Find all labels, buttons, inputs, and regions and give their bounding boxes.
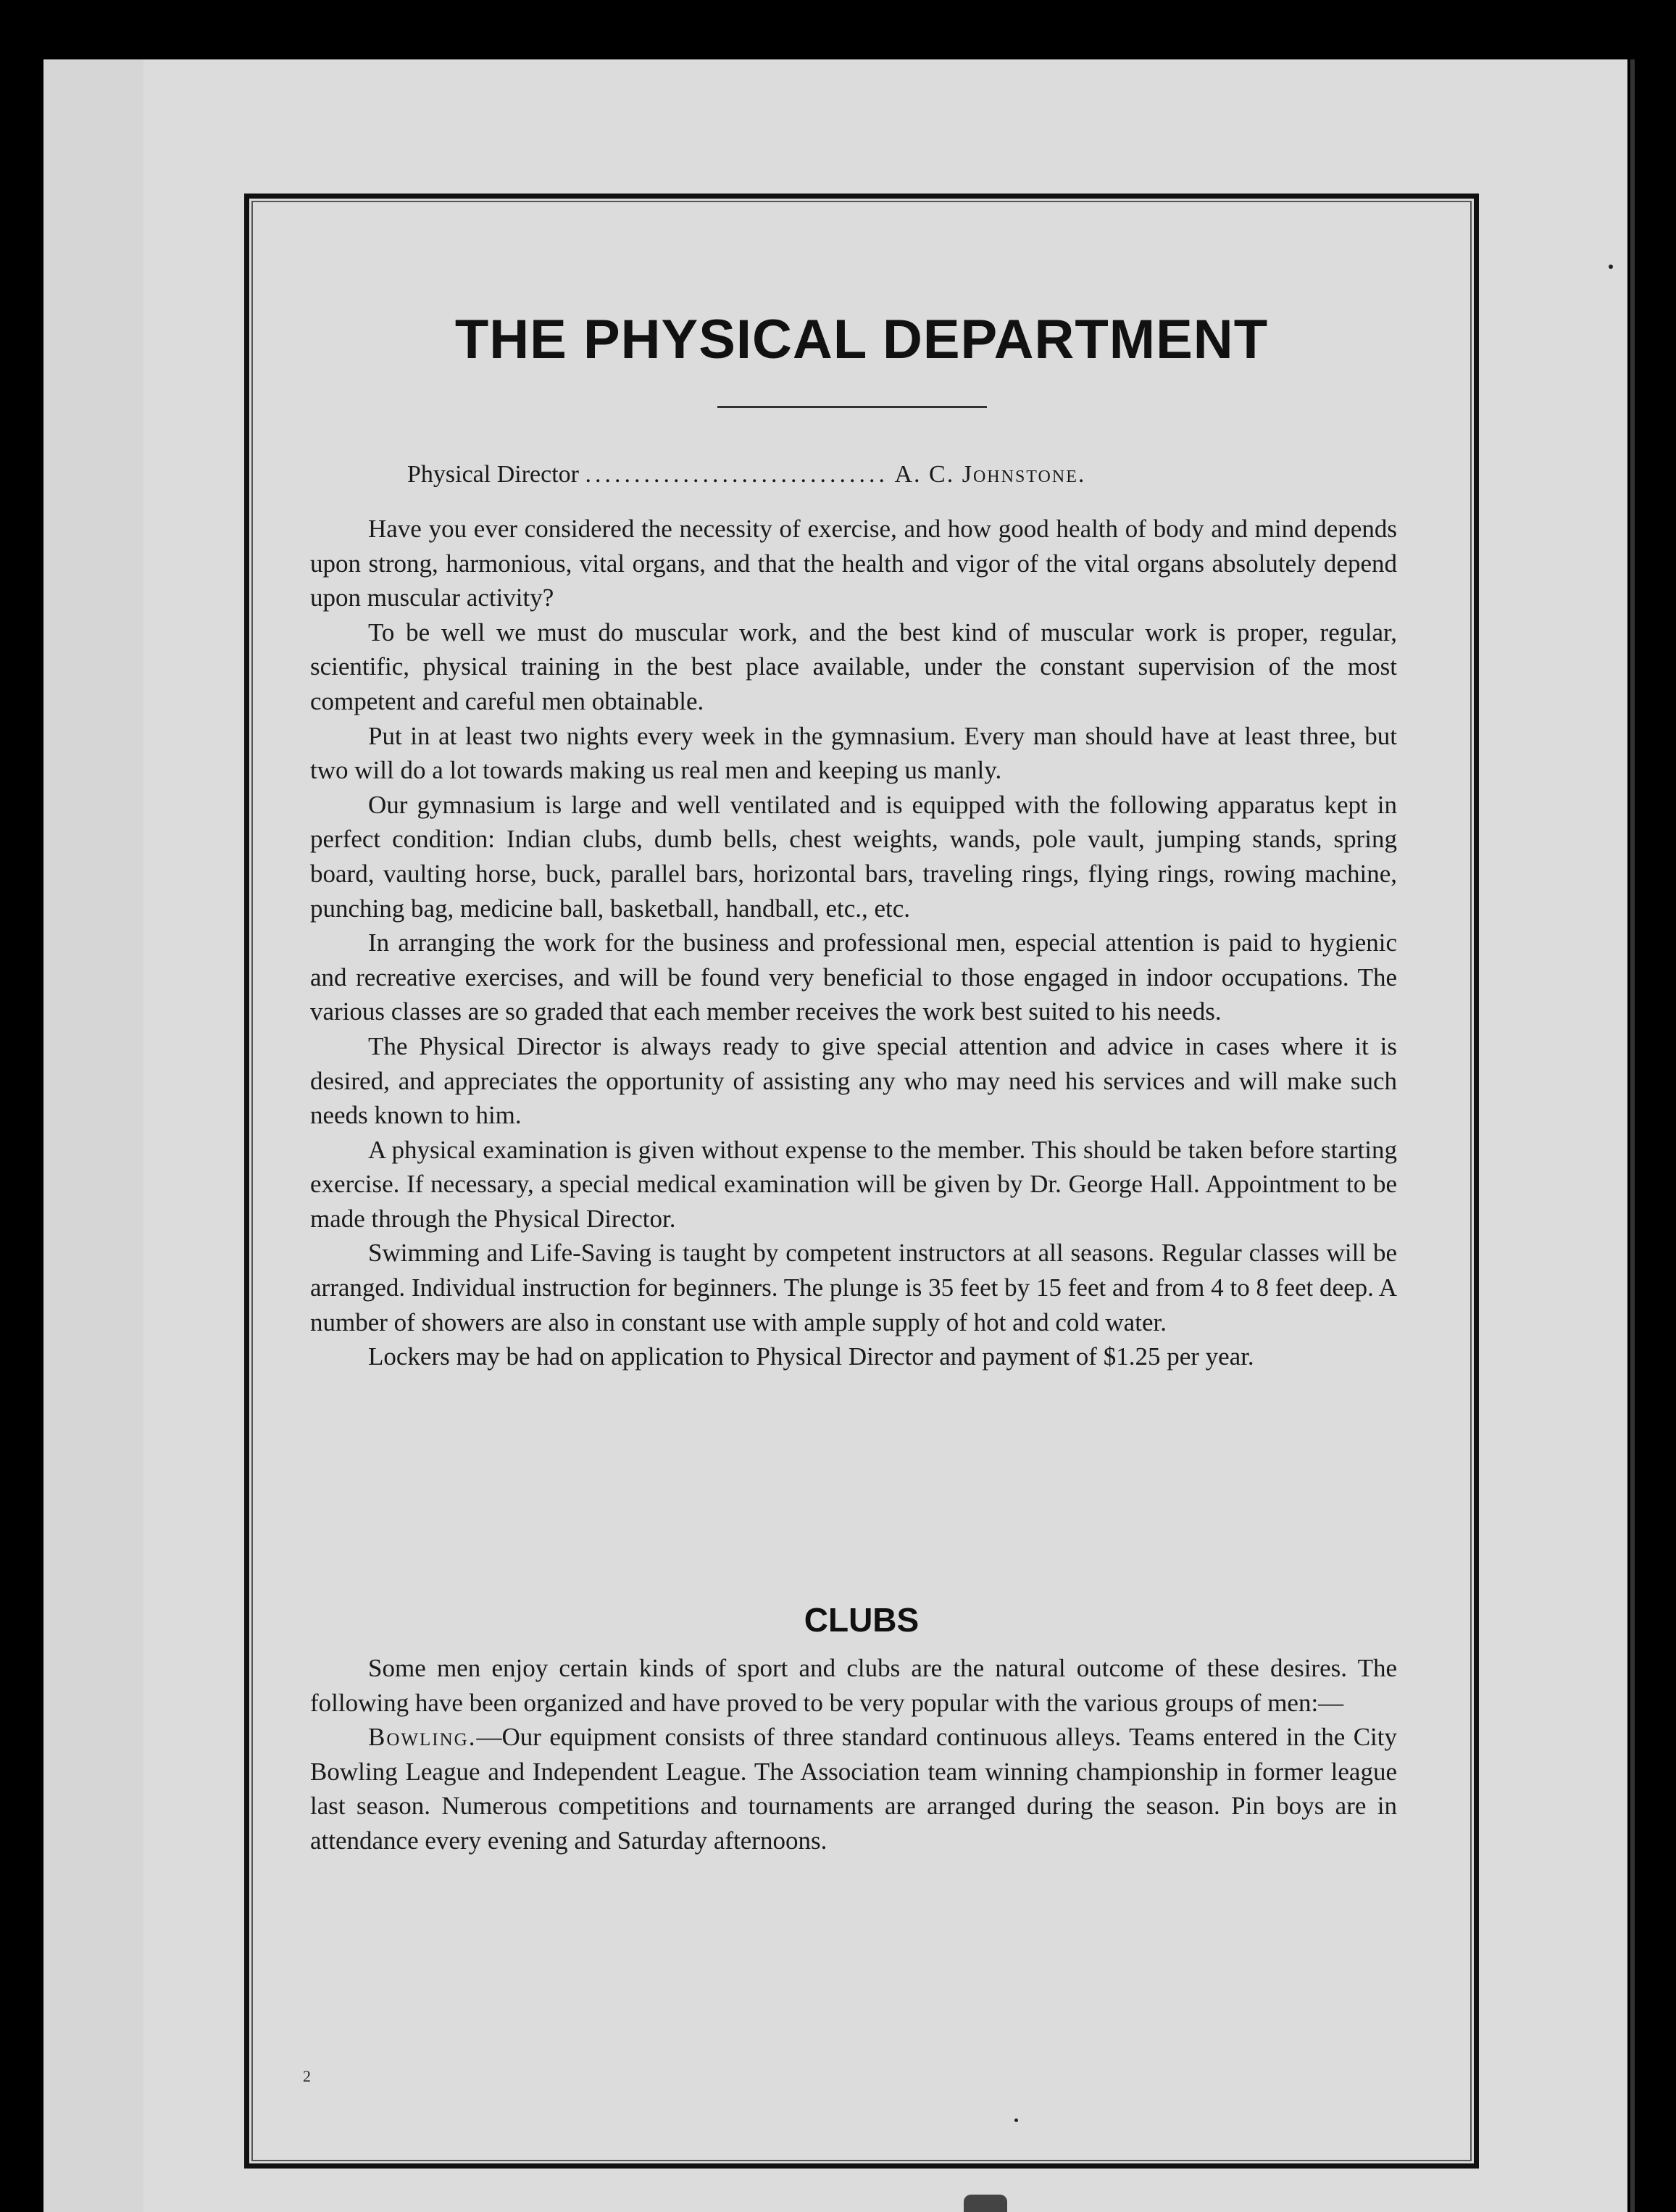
page-number: 2 (303, 2067, 311, 2085)
director-leader-dots: ............................... (585, 461, 888, 488)
paragraph-exercise: Have you ever considered the necessity of exercise, and how good health of body and mind depends upon strong, harmonious, vital organs, and that the health and vigor of the vital organs absolutely depend upon muscular activity? (310, 515, 1397, 612)
director-label: Physical Director (407, 461, 579, 488)
scan-top-margin (0, 0, 1676, 59)
page-title: THE PHYSICAL DEPARTMENT (454, 309, 1269, 370)
paragraph-business-men: In arranging the work for the business and professional men, especial attention is paid to hygienic and recreative exercises, and will be found very beneficial to those engaged in indoor occupations. The various classes are so graded that each member receives the work best suited to his needs. (310, 928, 1397, 1026)
scan-right-margin (1627, 59, 1676, 2212)
bowling-label: Bowling. (368, 1723, 477, 1752)
clubs-bowling (310, 1720, 1397, 1858)
body-text (310, 512, 1397, 1374)
clubs-heading: CLUBS (804, 1601, 920, 1639)
paragraph-director-advice: The Physical Director is always ready to give special attention and advice in cases where it is desired, and appreciates the opportunity of assisting any who may need his services and will make such needs known to him. (310, 1031, 1397, 1130)
scan-smudge (964, 2195, 1007, 2212)
paragraph-examination: A physical examination is given without expense to the member. This should be taken before starting exercise. If necessary, a special medical examination will be given by Dr. George Hall. Appointment to be made through the Physical Director. (310, 1135, 1397, 1233)
scan-left-margin (0, 59, 43, 2212)
director-line (407, 461, 1291, 488)
paragraph-muscular-work: To be well we must do muscular work, and the best kind of muscular work is proper, regular, scientific, physical training in the best place available, under the constant supervision of the most competent and careful men obtainable. (310, 618, 1397, 715)
paragraph-gymnasium-nights: Put in at least two nights every week in the gymnasium. Every man should have at least three, but two will do a lot towards making us real men and keeping us manly. (310, 721, 1397, 785)
clubs-text (310, 1651, 1397, 1858)
paragraph-lockers: Lockers may be had on application to Physical Director and payment of $1.25 per year. (368, 1342, 1254, 1371)
clubs-intro: Some men enjoy certain kinds of sport and clubs are the natural outcome of these desires. The following have been organized and have proved to be very popular with the various groups of men:— (310, 1654, 1397, 1717)
director-name: A. C. Johnstone. (894, 461, 1086, 488)
page-right-edge (1630, 59, 1635, 2212)
paragraph-swimming: Swimming and Life-Saving is taught by competent instructors at all seasons. Regular classes will be arranged. Individual instruction for beginners. The plunge is 35 feet by 15 feet and from 4 to 8 feet deep. A number of showers are also in constant use with ample supply of hot and cold water. (310, 1239, 1397, 1336)
bowling-text: —Our equipment consists of three standard continuous alleys. Teams entered in the City Bowling League and Independent League. The Association team winning championship in former league last season. Numerous competitions and tournaments are arranged during the season. Pin boys are in attendance every evening and Saturday afternoons. (310, 1723, 1397, 1855)
paragraph-apparatus: Our gymnasium is large and well ventilated and is equipped with the following apparatus kept in perfect condition: Indian clubs, dumb bells, chest weights, wands, pole vault, jumping stands, spring board, vaulting horse, buck, parallel bars, horizontal bars, traveling rings, flying rings, rowing machine, punching bag, medicine ball, basketball, handball, etc., etc. (310, 790, 1397, 923)
title-divider (717, 406, 987, 408)
ink-speck (1014, 2119, 1018, 2122)
ink-speck (1609, 265, 1613, 269)
